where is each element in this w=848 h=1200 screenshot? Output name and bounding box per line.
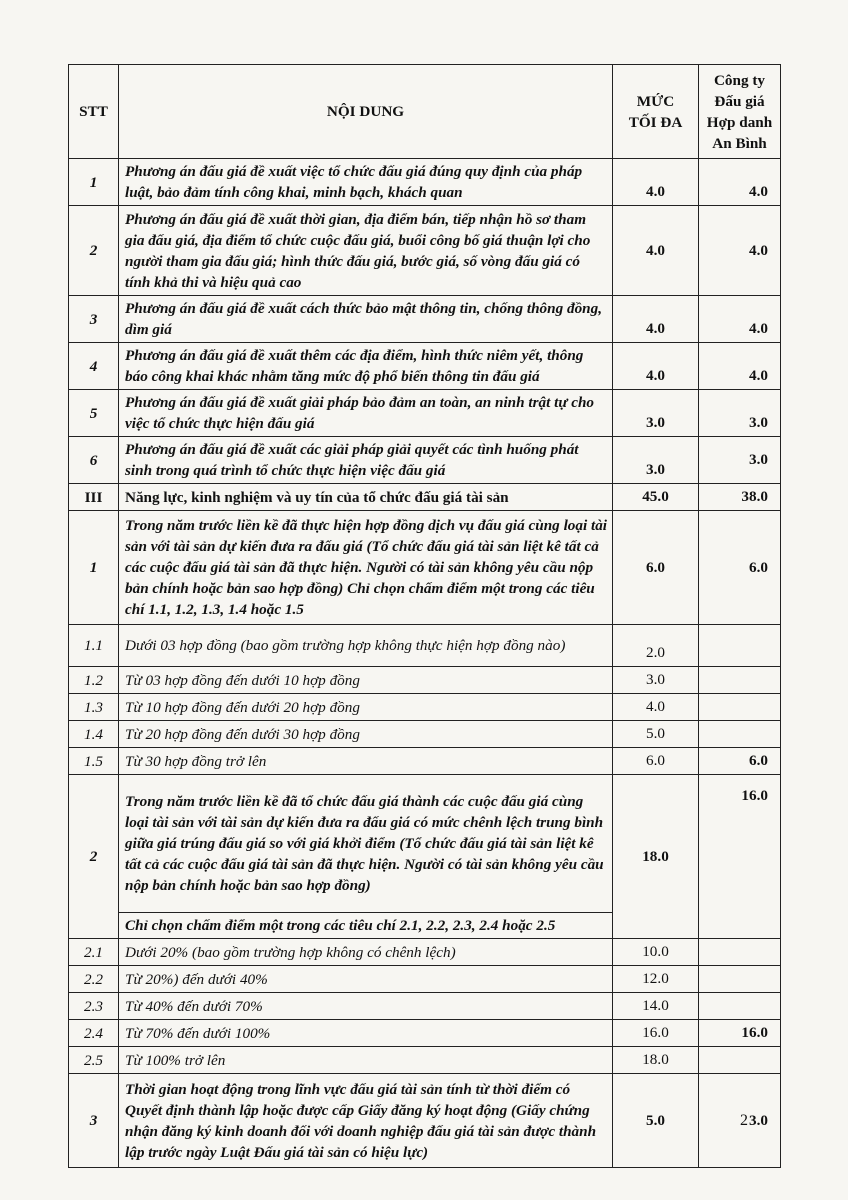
table-row	[69, 748, 781, 775]
row-content: Từ 20 hợp đồng đến dưới 30 hợp đồng	[119, 721, 613, 748]
table-row	[69, 775, 781, 913]
row-stt: 5	[69, 390, 119, 437]
row-score: 4.0	[699, 159, 781, 206]
row-score	[699, 625, 781, 667]
table-row	[69, 1047, 781, 1074]
section-max: 45.0	[613, 484, 699, 511]
row-stt: 1.2	[69, 667, 119, 694]
row-content: Trong năm trước liền kề đã thực hiện hợp đồng dịch vụ đấu giá cùng loại tài sản với tài sản dự kiến đưa ra đấu giá (Tổ chức đấu giá tài sản liệt kê tất cả các cuộc đấu giá tài sản đã thực hiện. Người có tài sản không yêu cầu nộp bản chính hoặc bản sao hợp đồng) Chỉ chọn chấm điểm một trong các tiêu chí 1.1, 1.2, 1.3, 1.4 hoặc 1.5	[119, 511, 613, 625]
row-stt: 2.2	[69, 966, 119, 993]
section-row	[69, 484, 781, 511]
row-stt: 6	[69, 437, 119, 484]
row-stt: 1.4	[69, 721, 119, 748]
row-max: 6.0	[613, 748, 699, 775]
row-stt: 2.1	[69, 939, 119, 966]
header-max-line2: TỐI ĐA	[628, 113, 683, 131]
table-row	[69, 159, 781, 206]
row-score: 16.0	[699, 775, 781, 939]
row-stt: 3	[69, 1074, 119, 1168]
section-stt: III	[69, 484, 119, 511]
table-row	[69, 296, 781, 343]
table-row	[69, 343, 781, 390]
table-row	[69, 390, 781, 437]
table-row	[69, 1074, 781, 1168]
row-max: 4.0	[613, 159, 699, 206]
row-stt: 2	[69, 775, 119, 939]
row-max: 4.0	[613, 206, 699, 296]
row-content: Trong năm trước liền kề đã tổ chức đấu giá thành các cuộc đấu giá cùng loại tài sản với tài sản dự kiến đưa ra đấu giá có mức chênh lệch trung bình giữa giá trúng đấu giá so với giá khởi điểm (Tổ chức đấu giá tài sản liệt kê tất cả các cuộc đấu giá tài sản đã thực hiện. Người có tài sản không yêu cầu nộp bản chính hoặc bản sao hợp đồng)	[119, 775, 613, 913]
row-max: 12.0	[613, 966, 699, 993]
row-stt: 4	[69, 343, 119, 390]
row-max: 6.0	[613, 511, 699, 625]
row-score: 6.0	[699, 511, 781, 625]
table-row	[69, 1020, 781, 1047]
table-row	[69, 993, 781, 1020]
row-score	[699, 694, 781, 721]
row-max: 3.0	[613, 390, 699, 437]
row-stt: 2.3	[69, 993, 119, 1020]
row-score: 3.0	[699, 1074, 781, 1168]
row-content: Phương án đấu giá đề xuất cách thức bảo mật thông tin, chống thông đồng, dìm giá	[119, 296, 613, 343]
row-score: 4.0	[699, 343, 781, 390]
page-number: 2	[740, 1112, 748, 1129]
row-content: Từ 03 hợp đồng đến dưới 10 hợp đồng	[119, 667, 613, 694]
row-stt: 3	[69, 296, 119, 343]
header-company-line4: An Bình	[712, 134, 767, 152]
row-content: Phương án đấu giá đề xuất giải pháp bảo đảm an toàn, an ninh trật tự cho việc tổ chức thực hiện đấu giá	[119, 390, 613, 437]
row-stt: 2	[69, 206, 119, 296]
header-company-line1: Công ty	[713, 71, 766, 89]
header-max-line1: MỨC	[636, 92, 675, 110]
row-content: Từ 30 hợp đồng trở lên	[119, 748, 613, 775]
row-stt: 2.4	[69, 1020, 119, 1047]
row-content: Từ 10 hợp đồng đến dưới 20 hợp đồng	[119, 694, 613, 721]
row-score	[699, 939, 781, 966]
row-content: Từ 20%) đến dưới 40%	[119, 966, 613, 993]
header-stt: STT	[69, 65, 119, 159]
table-row	[69, 939, 781, 966]
row-score	[699, 993, 781, 1020]
row-score: 16.0	[699, 1020, 781, 1047]
scoring-table	[68, 64, 781, 1168]
row-content: Từ 70% đến dưới 100%	[119, 1020, 613, 1047]
table-row	[69, 437, 781, 484]
row-stt: 1.5	[69, 748, 119, 775]
table-row	[69, 966, 781, 993]
row-content: Phương án đấu giá đề xuất thời gian, địa điểm bán, tiếp nhận hồ sơ tham gia đấu giá, địa điểm tổ chức cuộc đấu giá, buổi công bố giá thuận lợi cho người tham gia đấu giá; hình thức đấu giá, bước giá, số vòng đấu giá có tính khả thi và hiệu quả cao	[119, 206, 613, 296]
row-max: 10.0	[613, 939, 699, 966]
header-company-line2: Đấu giá	[714, 92, 765, 110]
row-score	[699, 966, 781, 993]
section-title: Năng lực, kinh nghiệm và uy tín của tổ chức đấu giá tài sản	[119, 484, 613, 511]
row-max: 5.0	[613, 721, 699, 748]
table-row	[69, 511, 781, 625]
header-company-line3: Hợp danh	[706, 113, 773, 131]
row-max: 4.0	[613, 343, 699, 390]
row-max: 14.0	[613, 993, 699, 1020]
row-content: Từ 100% trở lên	[119, 1047, 613, 1074]
row-content: Thời gian hoạt động trong lĩnh vực đấu giá tài sản tính từ thời điểm có Quyết định thành lập hoặc được cấp Giấy đăng ký hoạt động (Giấy chứng nhận đăng ký kinh doanh đối với doanh nghiệp đấu giá tài sản được thành lập trước ngày Luật Đấu giá tài sản có hiệu lực)	[119, 1074, 613, 1168]
row-score	[699, 667, 781, 694]
row-stt: 1	[69, 511, 119, 625]
row-score: 3.0	[699, 437, 781, 484]
row-content: Phương án đấu giá đề xuất việc tổ chức đấu giá đúng quy định của pháp luật, bảo đảm tính công khai, minh bạch, khách quan	[119, 159, 613, 206]
row-max: 5.0	[613, 1074, 699, 1168]
row-score	[699, 721, 781, 748]
row-max: 18.0	[613, 1047, 699, 1074]
row-score	[699, 1047, 781, 1074]
row-content: Dưới 03 hợp đồng (bao gồm trường hợp không thực hiện hợp đồng nào)	[119, 625, 613, 667]
table-row	[69, 721, 781, 748]
row-score: 4.0	[699, 206, 781, 296]
table-row	[69, 625, 781, 667]
header-max-score	[613, 65, 699, 159]
row-content: Phương án đấu giá đề xuất thêm các địa điểm, hình thức niêm yết, thông báo công khai khác nhằm tăng mức độ phổ biến thông tin đấu giá	[119, 343, 613, 390]
table-row	[69, 206, 781, 296]
row-score: 6.0	[699, 748, 781, 775]
row-content-note: Chỉ chọn chấm điểm một trong các tiêu chí 2.1, 2.2, 2.3, 2.4 hoặc 2.5	[119, 913, 613, 939]
row-max: 4.0	[613, 296, 699, 343]
row-max: 2.0	[613, 625, 699, 667]
row-score: 4.0	[699, 296, 781, 343]
table-row	[69, 694, 781, 721]
row-max: 3.0	[613, 667, 699, 694]
table-header-row	[69, 65, 781, 159]
row-content: Từ 40% đến dưới 70%	[119, 993, 613, 1020]
table-row	[69, 667, 781, 694]
row-max: 3.0	[613, 437, 699, 484]
header-content: NỘI DUNG	[119, 65, 613, 159]
row-stt: 2.5	[69, 1047, 119, 1074]
row-stt: 1	[69, 159, 119, 206]
row-max: 16.0	[613, 1020, 699, 1047]
row-stt: 1.1	[69, 625, 119, 667]
row-score: 3.0	[699, 390, 781, 437]
row-max: 4.0	[613, 694, 699, 721]
row-content: Dưới 20% (bao gồm trường hợp không có chênh lệch)	[119, 939, 613, 966]
header-company	[699, 65, 781, 159]
row-stt: 1.3	[69, 694, 119, 721]
row-max: 18.0	[613, 775, 699, 939]
row-content: Phương án đấu giá đề xuất các giải pháp giải quyết các tình huống phát sinh trong quá trình tổ chức thực hiện việc đấu giá	[119, 437, 613, 484]
section-score: 38.0	[699, 484, 781, 511]
